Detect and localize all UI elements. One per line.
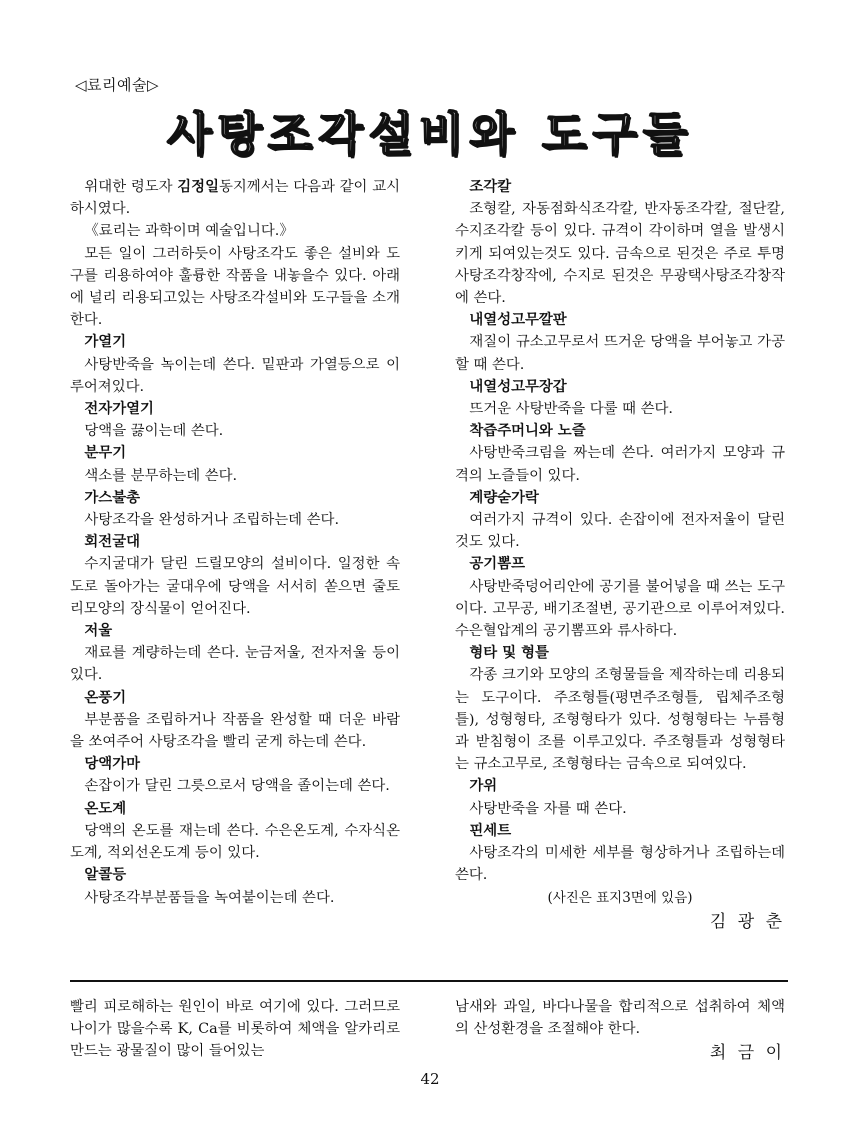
item-desc: 손잡이가 달린 그릇으로서 당액을 졸이는데 쓴다. bbox=[84, 778, 390, 795]
item-name: 형타 및 형틀 bbox=[469, 644, 549, 662]
item-desc: 여러가지 규격이 있다. 손잡이에 전자저울이 달린것도 있다. bbox=[455, 512, 785, 551]
item-name: 계량숟가락 bbox=[469, 488, 539, 506]
item-name: 조각칼 bbox=[469, 178, 512, 195]
item-desc: 당액의 온도를 재는데 쓴다. 수은온도계, 수자식온도계, 적외선온도계 등이 있다. bbox=[70, 822, 400, 862]
item-name: 공기뽐프 bbox=[469, 555, 525, 573]
item-name: 내열성고무깔판 bbox=[469, 311, 567, 329]
item-desc: 사탕반죽을 자를 때 쓴다. bbox=[469, 800, 627, 817]
article-title: 사탕조각설비와 도구들 bbox=[166, 107, 694, 161]
bottom-right-column bbox=[455, 996, 785, 1065]
item-name: 전자가열기 bbox=[84, 400, 154, 418]
photo-note: (사진은 표지3면에 있음) bbox=[547, 889, 693, 906]
bottom-left-text: 빨리 피로해하는 원인이 바로 여기에 있다. 그러므로 나이가 많을수록 K, Ca를 비롯하여 체액을 알카리로 만드는 광물질이 많이 들어있는 bbox=[70, 999, 400, 1060]
item-name: 가스불총 bbox=[84, 488, 140, 506]
page-number: 42 bbox=[420, 1070, 440, 1088]
item-desc: 색소를 분무하는데 쓴다. bbox=[84, 467, 238, 484]
item-name: 온도계 bbox=[84, 799, 127, 817]
item-name: 저울 bbox=[84, 622, 113, 640]
leader-name: 김정일 bbox=[177, 178, 219, 195]
item-name: 분무기 bbox=[84, 444, 127, 462]
item-name: 핀세트 bbox=[469, 821, 512, 839]
item-name: 온풍기 bbox=[84, 688, 127, 706]
item-name: 가열기 bbox=[84, 333, 127, 351]
item-desc: 사탕반죽을 녹이는데 쓴다. 밑판과 가열등으로 이루어져있다. bbox=[70, 356, 400, 395]
item-name: 회전굴대 bbox=[84, 533, 140, 551]
item-desc: 조형칼, 자동점화식조각칼, 반자동조각칼, 절단칼, 수지조각칼 등이 있다. 규격이 각이하며 열을 발생시키게 되여있는것도 있다. 금속으로 된것은 주로 투명사탕조각창작에, 수지로 된것은 무광택사탕조각창작에 쓴다. bbox=[455, 201, 785, 307]
item-desc: 사탕반죽크림을 짜는데 쓴다. 여러가지 모양과 규격의 노즐들이 있다. bbox=[455, 445, 785, 484]
item-desc: 수지굴대가 달린 드릴모양의 설비이다. 일정한 속도로 돌아가는 굴대우에 당액을 서서히 쏟으면 줄토리모양의 장식물이 얻어진다. bbox=[70, 556, 400, 617]
item-desc: 사탕조각의 미세한 세부를 형상하거나 조립하는데 쓴다. bbox=[455, 845, 785, 884]
item-desc: 뜨거운 사탕반죽을 다룰 때 쓴다. bbox=[469, 401, 673, 418]
item-name: 가위 bbox=[469, 777, 498, 795]
section-tag: ◁료리예술▷ bbox=[75, 76, 160, 94]
item-desc: 사탕조각부분품들을 녹여붙이는데 쓴다. bbox=[84, 889, 335, 906]
intro-paragraph-1 bbox=[70, 176, 400, 220]
intro-paragraph-2: 모든 일이 그러하듯이 사탕조각도 좋은 설비와 도구를 리용하여야 훌륭한 작품을 내놓을수 있다. 아래에 널리 리용되고있는 사탕조각설비와 도구들을 소개한다. bbox=[70, 245, 400, 329]
item-name: 알콜등 bbox=[84, 866, 127, 884]
intro-text-post: 동지께서는 다음과 같이 교시하시였다. bbox=[70, 179, 400, 218]
intro-text-pre: 위대한 령도자 bbox=[84, 179, 178, 195]
item-desc: 사탕조각을 완성하거나 조립하는데 쓴다. bbox=[84, 512, 340, 529]
author-name: 김 광 춘 bbox=[709, 911, 785, 932]
bottom-right-text: 남새와 과일, 바다나물을 합리적으로 섭취하여 체액의 산성환경을 조절해야 한다. bbox=[455, 999, 785, 1038]
item-desc: 재질이 규소고무로서 뜨거운 당액을 부어놓고 가공할 때 쓴다. bbox=[455, 334, 785, 373]
section-divider bbox=[70, 980, 788, 982]
intro-quote: 《료리는 과학이며 예술입니다.》 bbox=[84, 223, 294, 240]
item-desc: 부분품을 조립하거나 작품을 완성할 때 더운 바람을 쏘여주어 사탕조각을 빨리 굳게 하는데 쓴다. bbox=[70, 711, 400, 751]
item-desc: 당액을 끓이는데 쓴다. bbox=[84, 423, 224, 440]
bottom-author-name: 최 금 이 bbox=[709, 1043, 785, 1064]
item-desc: 각종 크기와 모양의 조형물들을 제작하는데 리용되는 도구이다. 주조형틀(평면주조형틀, 립체주조형틀), 성형형타, 조형형타가 있다. 성형형타는 누름형과 받침형이 조를 이루고있다. 주조형틀과 성형형타는 규소고무로, 조형형타는 금속으로 되여있다. bbox=[455, 667, 785, 773]
bottom-left-column bbox=[70, 996, 400, 1063]
item-name: 당액가마 bbox=[84, 755, 140, 773]
item-desc: 재료를 계량하는데 쓴다. 눈금저울, 전자저울 등이 있다. bbox=[70, 645, 400, 684]
item-name: 내열성고무장갑 bbox=[469, 377, 567, 395]
item-desc: 사탕반죽덩어리안에 공기를 불어넣을 때 쓰는 도구이다. 고무공, 배기조절변, 공기관으로 이루어져있다. 수은혈압계의 공기뽐프와 류사하다. bbox=[455, 578, 785, 640]
left-column bbox=[70, 176, 400, 909]
right-column bbox=[455, 176, 785, 933]
item-name: 착즙주머니와 노즐 bbox=[469, 422, 586, 440]
